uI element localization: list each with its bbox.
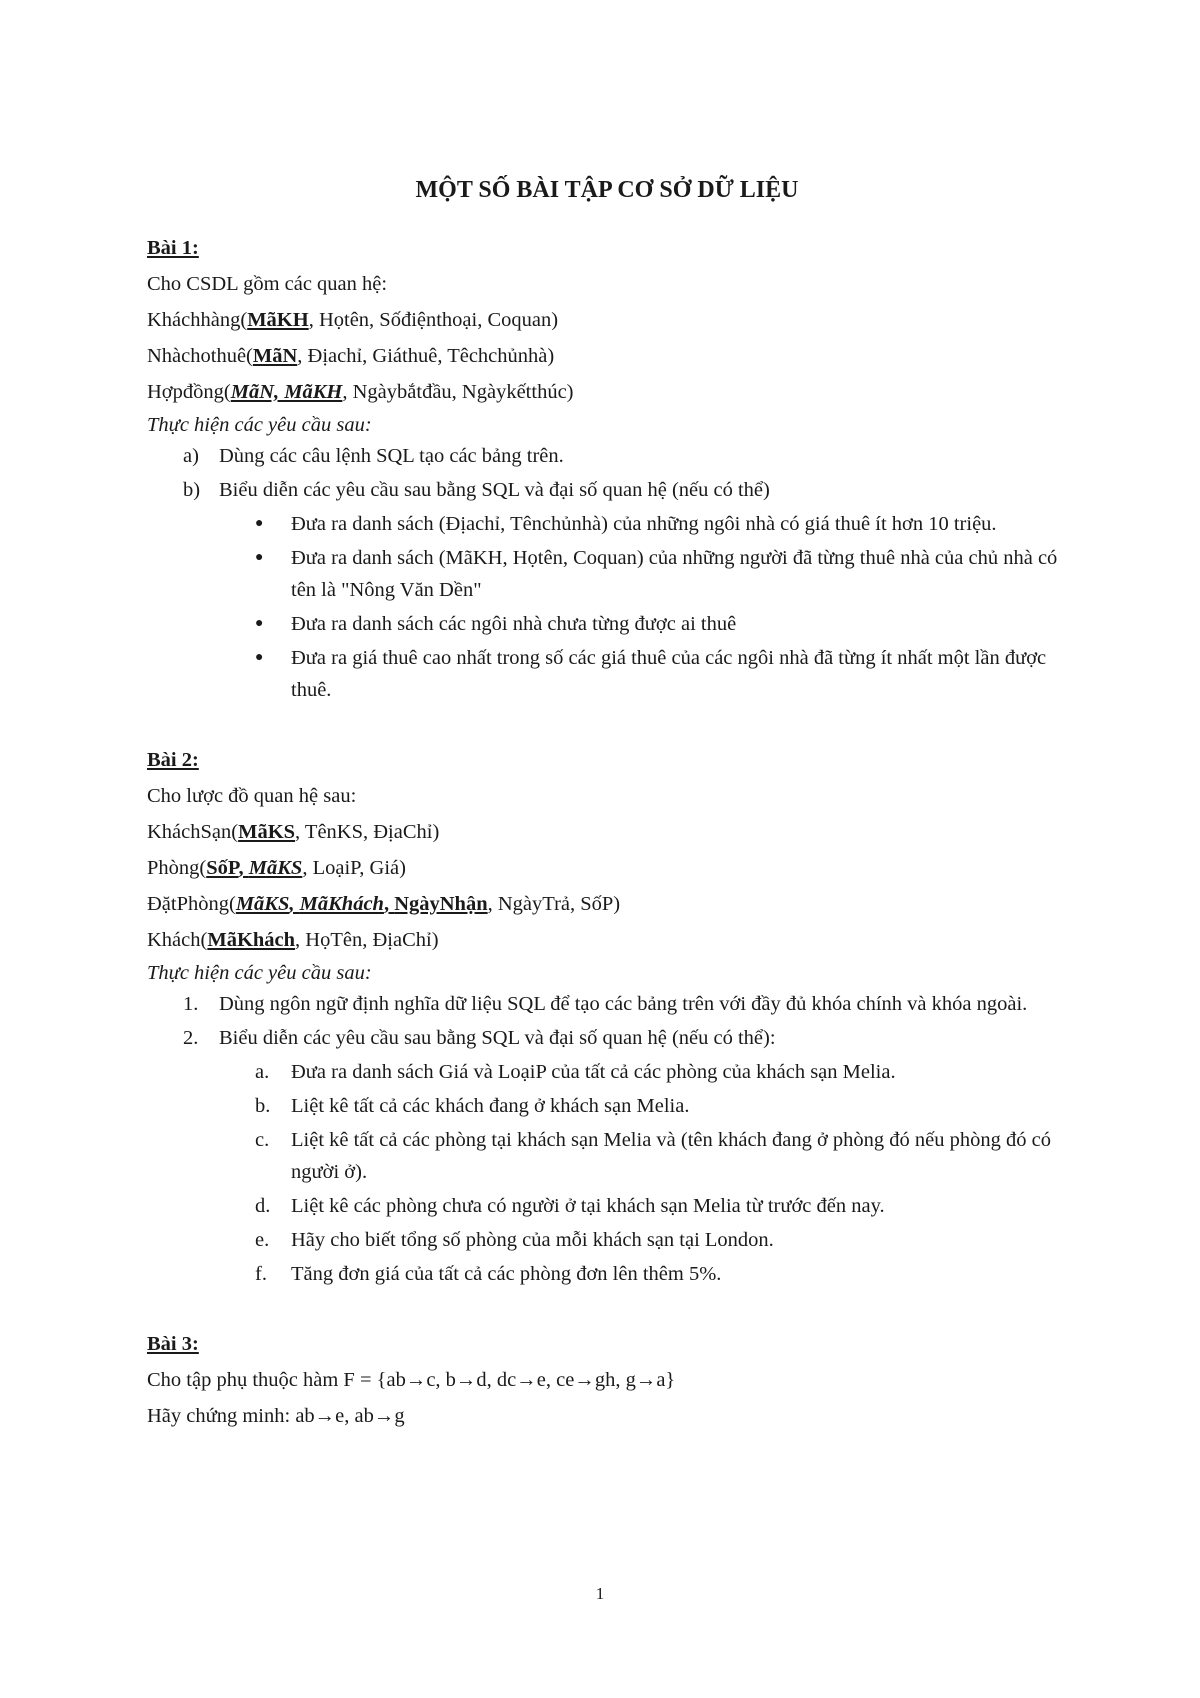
- relation-name: Khách(: [147, 929, 208, 951]
- bullet-text: Đưa ra giá thuê cao nhất trong số các giá thuê của các ngôi nhà đã từng ít nhất một lần được thuê.: [291, 647, 1047, 701]
- page-number: 1: [595, 1584, 605, 1603]
- relation-name: Nhàchothuê(: [147, 345, 253, 367]
- key-separator: ,: [238, 857, 249, 879]
- list-item-text: Biểu diễn các yêu cầu sau bằng SQL và đại số quan hệ (nếu có thể):: [219, 1027, 776, 1049]
- sub-list-text: Liệt kê tất cả các phòng tại khách sạn Melia và (tên khách đang ở phòng đó nếu phòng đó có người ở).: [291, 1129, 1051, 1183]
- relation-name: KháchSạn(: [147, 821, 239, 843]
- sub-list-item: [147, 1056, 1065, 1088]
- functional-dependency-set: Cho tập phụ thuộc hàm F = {ab→c, b→d, dc→e, ce→gh, g→a}: [147, 1369, 676, 1391]
- list-item: [147, 988, 1065, 1020]
- sub-list-marker: a.: [255, 1061, 270, 1083]
- relation-khachhang: [147, 302, 1067, 338]
- document-content: [147, 170, 1067, 1434]
- sub-list-marker: c.: [255, 1129, 270, 1151]
- sub-list-item: [147, 1258, 1065, 1290]
- list-marker: 1.: [183, 993, 199, 1015]
- exercise-2: [147, 742, 1067, 1290]
- primary-key: MãKhách: [207, 929, 296, 951]
- bullet-icon: ●: [255, 550, 264, 565]
- relation-name: ĐặtPhòng(: [147, 893, 236, 915]
- sub-list-marker: b.: [255, 1095, 271, 1117]
- primary-key: MãN, MãKH: [230, 381, 343, 403]
- list-marker: 2.: [183, 1027, 199, 1049]
- sub-list-text: Liệt kê các phòng chưa có người ở tại khách sạn Melia từ trước đến nay.: [291, 1195, 885, 1217]
- relation-nhachothue: [147, 338, 1067, 374]
- exercise-2-task-intro: Thực hiện các yêu cầu sau:: [147, 962, 372, 984]
- relation-khachsan: [147, 814, 1067, 850]
- key-separator: ,: [289, 893, 300, 915]
- exercise-2-heading: Bài 2:: [147, 749, 199, 771]
- exercise-1-intro: Cho CSDL gồm các quan hệ:: [147, 273, 388, 295]
- relation-attributes: , NgàyTrả, SốP): [487, 893, 621, 915]
- bullet-icon: ●: [255, 616, 264, 631]
- document-title: MỘT SỐ BÀI TẬP CƠ SỞ DỮ LIỆU: [415, 177, 799, 203]
- primary-key: MãKH: [247, 309, 309, 331]
- relation-datphong: [147, 886, 1067, 922]
- section-spacer: [147, 1292, 1067, 1326]
- relation-attributes: , Địachỉ, Giáthuê, Têchchủnhà): [297, 345, 555, 367]
- primary-key: MãN: [252, 345, 298, 367]
- proof-task: Hãy chứng minh: ab→e, ab→g: [147, 1405, 405, 1427]
- sub-list-item: [147, 1090, 1065, 1122]
- relation-name: Phòng(: [147, 857, 207, 879]
- foreign-key: MãKS: [248, 857, 303, 879]
- sub-list-item: [147, 1190, 1065, 1222]
- primary-key: NgàyNhận: [394, 893, 488, 915]
- sub-list-marker: d.: [255, 1195, 271, 1217]
- bullet-item: [147, 508, 1065, 540]
- relation-attributes: , Ngàybắtđầu, Ngàykếtthúc): [342, 381, 574, 403]
- bullet-text: Đưa ra danh sách các ngôi nhà chưa từng được ai thuê: [291, 613, 737, 635]
- list-item: [147, 440, 1065, 472]
- exercise-3: [147, 1326, 1067, 1434]
- primary-key: MãKS: [238, 821, 296, 843]
- relation-attributes: , HọTên, ĐịaChỉ): [295, 929, 439, 951]
- bullet-icon: ●: [255, 516, 264, 531]
- bullet-text: Đưa ra danh sách (MãKH, Họtên, Coquan) của những người đã từng thuê nhà của chủ nhà có tên là "Nông Văn Dền": [291, 547, 1058, 601]
- sub-list-text: Liệt kê tất cả các khách đang ở khách sạn Melia.: [291, 1095, 690, 1117]
- list-item-text: Dùng ngôn ngữ định nghĩa dữ liệu SQL để tạo các bảng trên với đầy đủ khóa chính và khóa ngoài.: [219, 993, 1028, 1015]
- relation-khach: [147, 922, 1067, 958]
- sub-list-item: [147, 1124, 1065, 1188]
- list-marker: b): [183, 479, 201, 501]
- bullet-text: Đưa ra danh sách (Địachỉ, Tênchủnhà) của những ngôi nhà có giá thuê ít hơn 10 triệu.: [291, 513, 997, 535]
- relation-phong: [147, 850, 1067, 886]
- exercise-1-heading: Bài 1:: [147, 237, 199, 259]
- sub-list-text: Đưa ra danh sách Giá và LoạiP của tất cả các phòng của khách sạn Melia.: [291, 1061, 896, 1083]
- bullet-icon: ●: [255, 650, 264, 665]
- bullet-item: [147, 642, 1065, 706]
- relation-attributes: , Họtên, Sốđiệnthoại, Coquan): [308, 309, 559, 331]
- exercise-2-intro: Cho lược đồ quan hệ sau:: [147, 785, 357, 807]
- bullet-item: [147, 542, 1065, 606]
- key-separator: ,: [383, 893, 395, 915]
- exercise-3-heading: Bài 3:: [147, 1333, 199, 1355]
- list-item-text: Dùng các câu lệnh SQL tạo các bảng trên.: [219, 445, 564, 467]
- sub-list-marker: e.: [255, 1229, 270, 1251]
- sub-list-text: Hãy cho biết tổng số phòng của mỗi khách sạn tại London.: [291, 1229, 774, 1251]
- section-spacer: [147, 708, 1067, 742]
- exercise-1: [147, 230, 1067, 706]
- list-marker: a): [183, 445, 199, 467]
- exercise-1-task-intro: Thực hiện các yêu cầu sau:: [147, 414, 372, 436]
- foreign-key: MãKS: [235, 893, 290, 915]
- list-item: [147, 1022, 1065, 1054]
- relation-hopdong: [147, 374, 1067, 410]
- relation-name: Hợpđồng(: [147, 381, 231, 403]
- sub-list-marker: f.: [255, 1263, 267, 1285]
- bullet-item: [147, 608, 1065, 640]
- sub-list-item: [147, 1224, 1065, 1256]
- list-item-text: Biểu diễn các yêu cầu sau bằng SQL và đại số quan hệ (nếu có thể): [219, 479, 770, 501]
- list-item: [147, 474, 1065, 506]
- relation-attributes: , TênKS, ĐịaChỉ): [295, 821, 440, 843]
- foreign-key: MãKhách: [299, 893, 384, 915]
- primary-key: SốP: [206, 857, 239, 879]
- relation-attributes: , LoạiP, Giá): [302, 857, 406, 879]
- relation-name: Kháchhàng(: [147, 309, 248, 331]
- sub-list-text: Tăng đơn giá của tất cả các phòng đơn lên thêm 5%.: [291, 1263, 722, 1285]
